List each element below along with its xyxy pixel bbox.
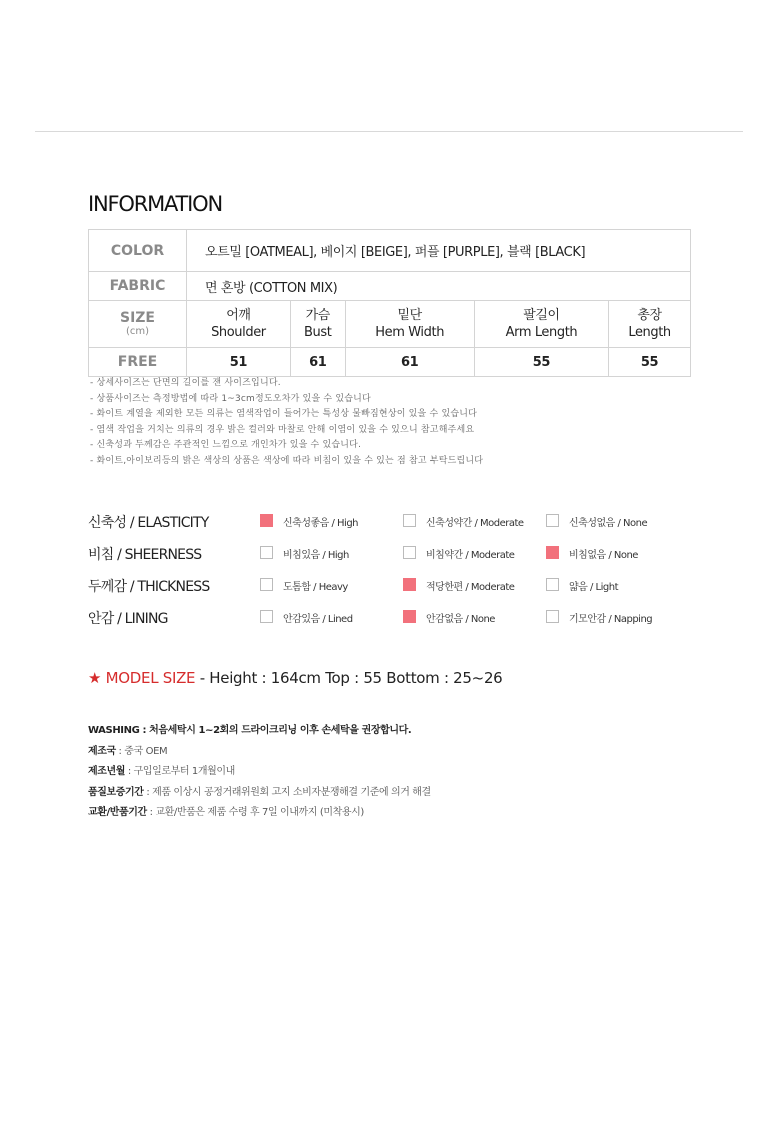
note-item: - 상품사이즈는 측정방법에 따라 1~3cm정도오차가 있을 수 있습니다 (90, 393, 371, 404)
option-label: 비침없음 / None (569, 550, 638, 561)
checkbox (403, 578, 416, 591)
color-header: COLOR (89, 230, 187, 272)
color-value: 오트밀 [OATMEAL], 베이지 [BEIGE], 퍼플 [PURPLE], 블랙 [BLACK] (187, 230, 691, 272)
care-line-manufacture-date (88, 762, 431, 783)
fabric-row (89, 272, 691, 301)
care-line-washing (88, 721, 431, 742)
fabric-value: 면 혼방 (COTTON MIX) (187, 272, 691, 301)
option-label: 신축성약간 / Moderate (426, 518, 524, 529)
free-value-bust: 61 (290, 348, 345, 377)
option-label: 도톰함 / Heavy (283, 582, 348, 593)
free-value-length: 55 (609, 348, 691, 377)
attribute-label: 두께감 / THICKNESS (88, 579, 210, 595)
care-key: 제조년월 (88, 766, 126, 777)
care-key: 제조국 (88, 745, 116, 757)
color-row (89, 230, 691, 272)
option-label: 얇음 / Light (569, 582, 619, 593)
size-col-ko: 어깨 (226, 308, 251, 323)
checkbox (260, 546, 273, 559)
care-line-warranty (88, 783, 431, 804)
free-value-shoulder: 51 (187, 348, 291, 377)
size-col-en: Shoulder (211, 325, 266, 340)
free-row (89, 348, 691, 377)
option-label: 비침약간 / Moderate (426, 550, 515, 561)
model-size (88, 669, 502, 687)
free-value-hem-width: 61 (345, 348, 474, 377)
size-col-ko: 총장 (637, 308, 662, 323)
note-item: - 염색 작업을 거치는 의류의 경우 밝은 컬러와 마찰로 안해 이염이 있을 수 있으니 참고해주세요 (90, 424, 475, 435)
care-info (88, 721, 431, 824)
size-col-en: Arm Length (505, 325, 578, 340)
note-item: - 화이트,아이보리등의 밝은 색상의 상품은 색상에 따라 비침이 있을 수 있는 점 참고 부탁드립니다 (90, 455, 484, 466)
option-label: 기모안감 / Napping (569, 614, 653, 625)
note-item: - 화이트 계열을 제외한 모든 의류는 염색작업이 들어가는 특성상 물빠짐현상이 있을 수 있습니다 (90, 409, 478, 420)
size-header (89, 301, 187, 348)
star-icon: ★ (88, 669, 102, 687)
free-value-arm-length: 55 (474, 348, 608, 377)
checkbox (546, 546, 559, 559)
care-key: WASHING : 처음세탁시 1~2회의 드라이크리닝 이후 손세탁을 권장합니다. (88, 725, 412, 736)
attribute-label: 안감 / LINING (88, 611, 168, 627)
top-divider (35, 131, 743, 132)
care-value: : 제품 이상시 공정거래위원회 고지 소비자분쟁해결 기준에 의거 해결 (143, 786, 431, 798)
care-key: 품질보증기간 (88, 786, 144, 798)
size-col-ko: 밑단 (397, 308, 422, 323)
size-col-ko: 팔길이 (523, 308, 560, 323)
checkbox (260, 610, 273, 623)
size-row (89, 301, 691, 348)
size-col-en: Length (628, 325, 671, 340)
size-unit: (cm) (125, 326, 150, 337)
care-line-origin (88, 742, 431, 763)
checkbox (546, 610, 559, 623)
checkbox (260, 514, 273, 527)
note-item: - 신축성과 두께감은 주관적인 느낌으로 개인차가 있을 수 있습니다. (90, 440, 362, 451)
attribute-label: 신축성 / ELASTICITY (88, 515, 209, 531)
size-label: SIZE (119, 310, 155, 326)
option-label: 안감없음 / None (426, 614, 495, 625)
size-col-hem-width (345, 301, 474, 348)
attribute-label: 비침 / SHEERNESS (88, 547, 202, 563)
care-value: : 구입일로부터 1개월이내 (125, 766, 235, 777)
free-header: FREE (89, 348, 187, 377)
notes-list (90, 376, 483, 470)
size-col-shoulder (187, 301, 291, 348)
size-col-en: Bust (304, 325, 332, 340)
checkbox (403, 514, 416, 527)
care-value: : 중국 OEM (115, 745, 168, 757)
size-col-ko: 가슴 (305, 308, 330, 323)
size-col-bust (290, 301, 345, 348)
care-line-return-period (88, 803, 431, 824)
checkbox (546, 514, 559, 527)
checkbox (403, 610, 416, 623)
checkbox (260, 578, 273, 591)
option-label: 비침있음 / High (283, 550, 349, 561)
option-label: 신축성좋음 / High (283, 518, 359, 529)
information-table (88, 229, 691, 377)
option-label: 안감있음 / Lined (283, 614, 353, 625)
note-item: - 상세사이즈는 단면의 길이를 잰 사이즈입니다. (90, 378, 281, 388)
care-value: : 교환/반품은 제품 수령 후 7일 이내까지 (미착용시) (146, 807, 364, 818)
size-col-length (609, 301, 691, 348)
checkbox (403, 546, 416, 559)
option-label: 적당한편 / Moderate (426, 582, 515, 593)
size-col-arm-length (474, 301, 608, 348)
model-size-details: - Height : 164cm Top : 55 Bottom : 25~26 (195, 669, 503, 687)
care-key: 교환/반품기간 (88, 807, 147, 818)
option-label: 신축성없음 / None (569, 518, 648, 529)
information-title: INFORMATION (88, 192, 223, 216)
fabric-header: FABRIC (89, 272, 187, 301)
size-col-en: Hem Width (375, 325, 445, 340)
model-size-title: MODEL SIZE (105, 669, 196, 687)
checkbox (546, 578, 559, 591)
